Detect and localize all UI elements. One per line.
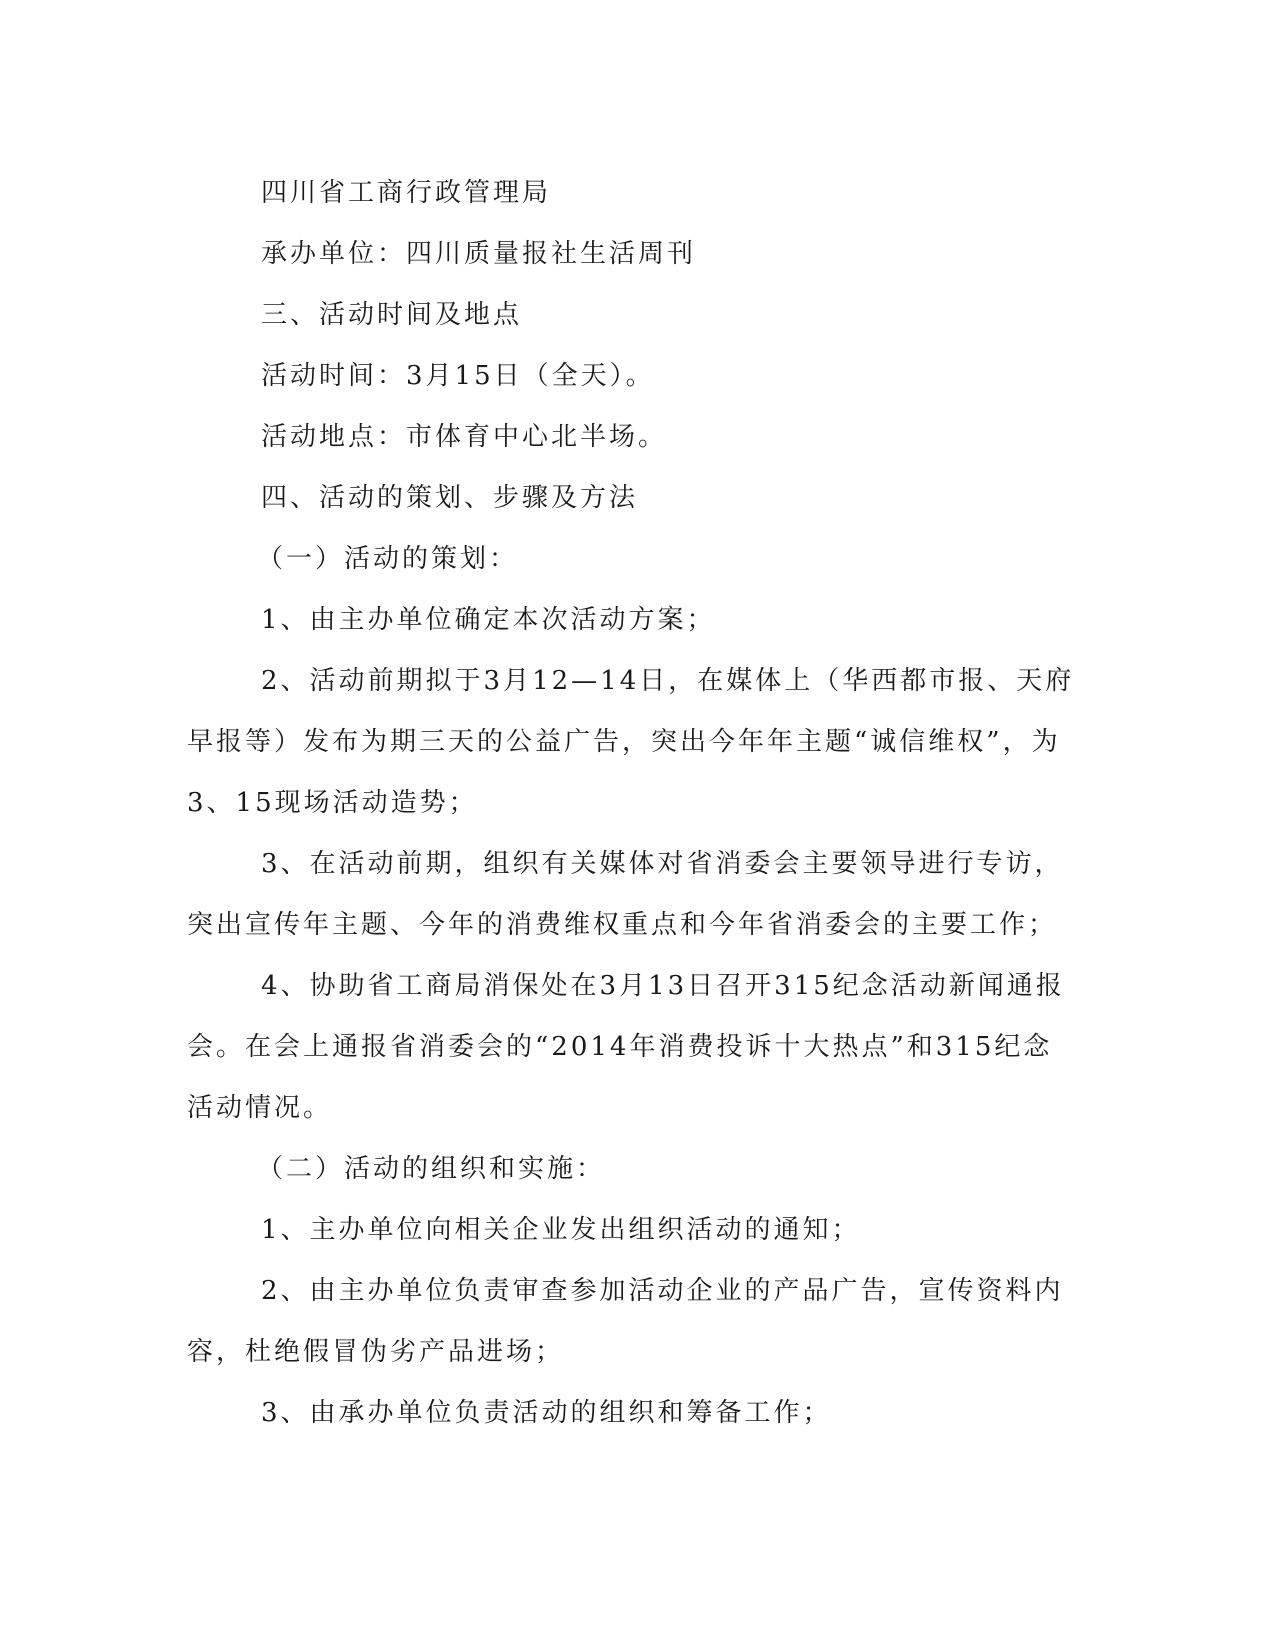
- subheading-planning: （一）活动的策划：: [257, 544, 519, 574]
- list-item: 1、主办单位向相关企业发出组织活动的通知；: [261, 1215, 861, 1245]
- paragraph-activity-time: 活动时间：3月15日（全天）。: [261, 361, 655, 391]
- document-body: [187, 163, 1077, 1444]
- paragraph-organizer: 四川省工商行政管理局: [261, 178, 552, 208]
- section-heading-planning: 四、活动的策划、步骤及方法: [261, 483, 639, 513]
- list-item: 3、在活动前期，组织有关媒体对省消委会主要领导进行专访，突出宣传年主题、今年的消费维权重点和今年省消委会的主要工作；: [187, 849, 1064, 940]
- list-item: 2、活动前期拟于3月12—14日，在媒体上（华西都市报、天府早报等）发布为期三天的公益广告，突出今年年主题“诚信维权”，为3、15现场活动造势；: [187, 666, 1075, 818]
- list-item: 3、由承办单位负责活动的组织和筹备工作；: [261, 1398, 832, 1428]
- section-heading-time-place: 三、活动时间及地点: [261, 300, 523, 330]
- paragraph-activity-place: 活动地点：市体育中心北半场。: [261, 422, 668, 452]
- list-item: 2、由主办单位负责审查参加活动企业的产品广告，宣传资料内容，杜绝假冒伪劣产品进场；: [187, 1276, 1064, 1367]
- paragraph-undertaker: 承办单位：四川质量报社生活周刊: [261, 239, 697, 269]
- list-item: 1、由主办单位确定本次活动方案；: [261, 605, 716, 635]
- list-item: 4、协助省工商局消保处在3月13日召开315纪念活动新闻通报会。在会上通报省消委会的“2014年消费投诉十大热点”和315纪念活动情况。: [187, 971, 1065, 1123]
- subheading-implementation: （二）活动的组织和实施：: [257, 1154, 606, 1184]
